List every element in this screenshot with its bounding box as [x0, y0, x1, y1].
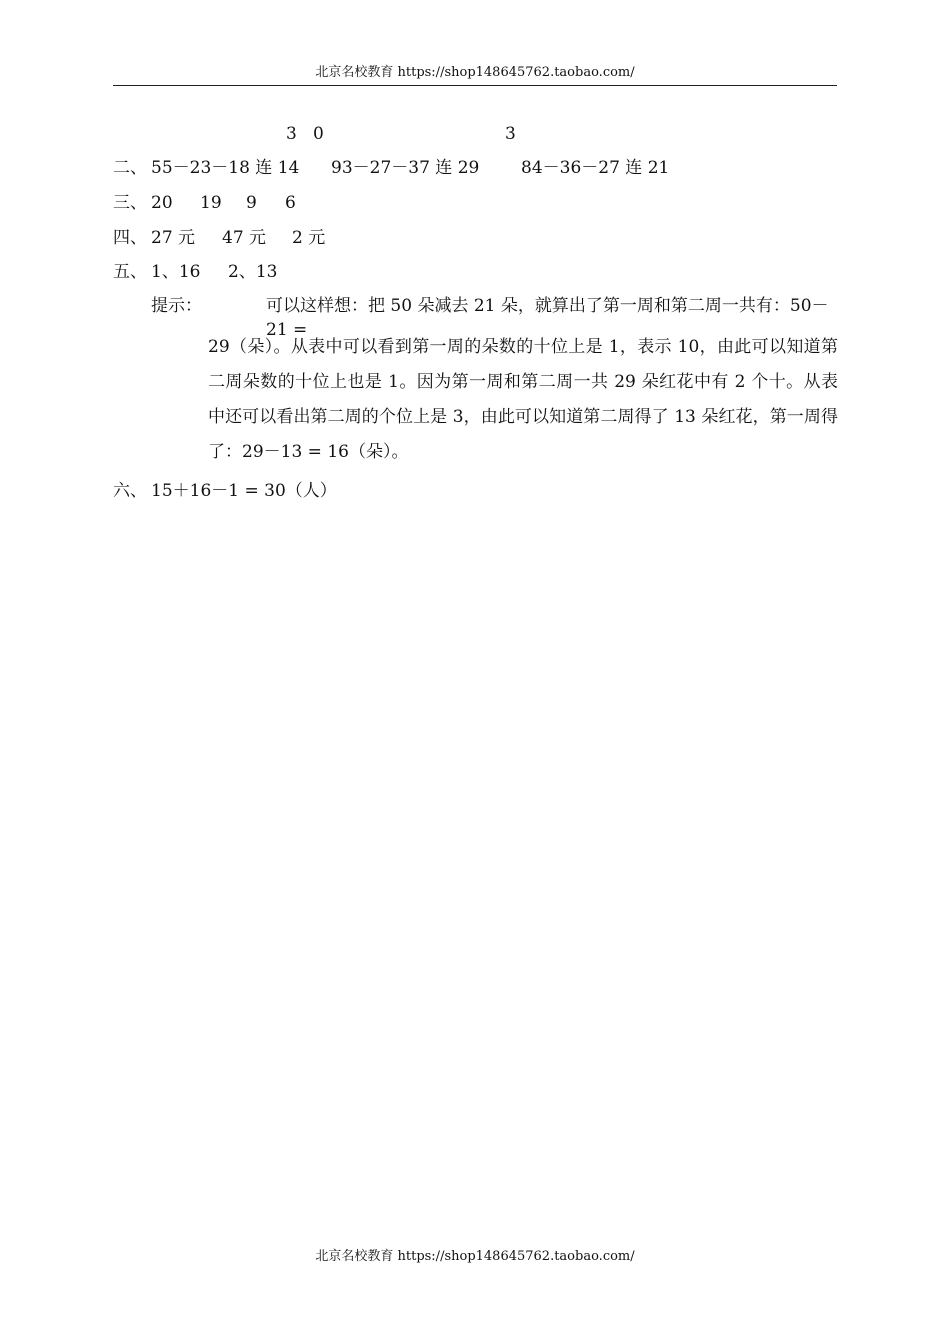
- answer-q6-text: 15＋16－1 = 30（人）: [151, 481, 337, 501]
- page-header: 北京名校教育 https://shop148645762.taobao.com/: [315, 65, 635, 80]
- hint-label: 提示：: [151, 296, 202, 316]
- answer-q5-item-2: 2、13: [228, 262, 278, 282]
- answer-q3-item-4: 6: [285, 193, 296, 213]
- answer-q2-item-1: 55－23－18 连 14: [151, 158, 300, 178]
- hint-body: 29（朵）。从表中可以看到第一周的朵数的十位上是 1，表示 10，由此可以知道第二周朵数的十位上也是 1。因为第一周和第二周一共 29 朵红花中有 2 个十。从表中还可以看出第二周的个位上是 3，由此可以知道第二周得了 13 朵红花，第一周得了：29－13 = 16（朵）。: [208, 337, 838, 462]
- answer-q3-item-3: 9: [246, 193, 257, 213]
- answer-q5-label: 五、: [113, 262, 147, 282]
- answer-q2-item-2: 93－27－37 连 29: [331, 158, 480, 178]
- answer-q5-item-1: 1、16: [151, 262, 201, 282]
- hint-first-line: 可以这样想：把 50 朵减去 21 朵，就算出了第一周和第二周一共有：50－21 =: [266, 296, 829, 340]
- page-footer: 北京名校教育 https://shop148645762.taobao.com/: [315, 1249, 635, 1264]
- answer-q4-item-3: 2 元: [292, 228, 326, 248]
- answer-q3-item-2: 19: [200, 193, 222, 213]
- answer-q2-item-3: 84－36－27 连 21: [521, 158, 670, 178]
- answer-q3-label: 三、: [113, 193, 147, 213]
- fragment-30: 3 0: [286, 124, 324, 144]
- answer-q4-item-1: 27 元: [151, 228, 196, 248]
- answer-q3-item-1: 20: [151, 193, 173, 213]
- fragment-3: 3: [505, 124, 516, 144]
- answer-q4-item-2: 47 元: [222, 228, 267, 248]
- answer-q6-label: 六、: [113, 481, 147, 501]
- header-rule: [113, 85, 837, 86]
- answer-q4-label: 四、: [113, 228, 147, 248]
- answer-q2-label: 二、: [113, 158, 147, 178]
